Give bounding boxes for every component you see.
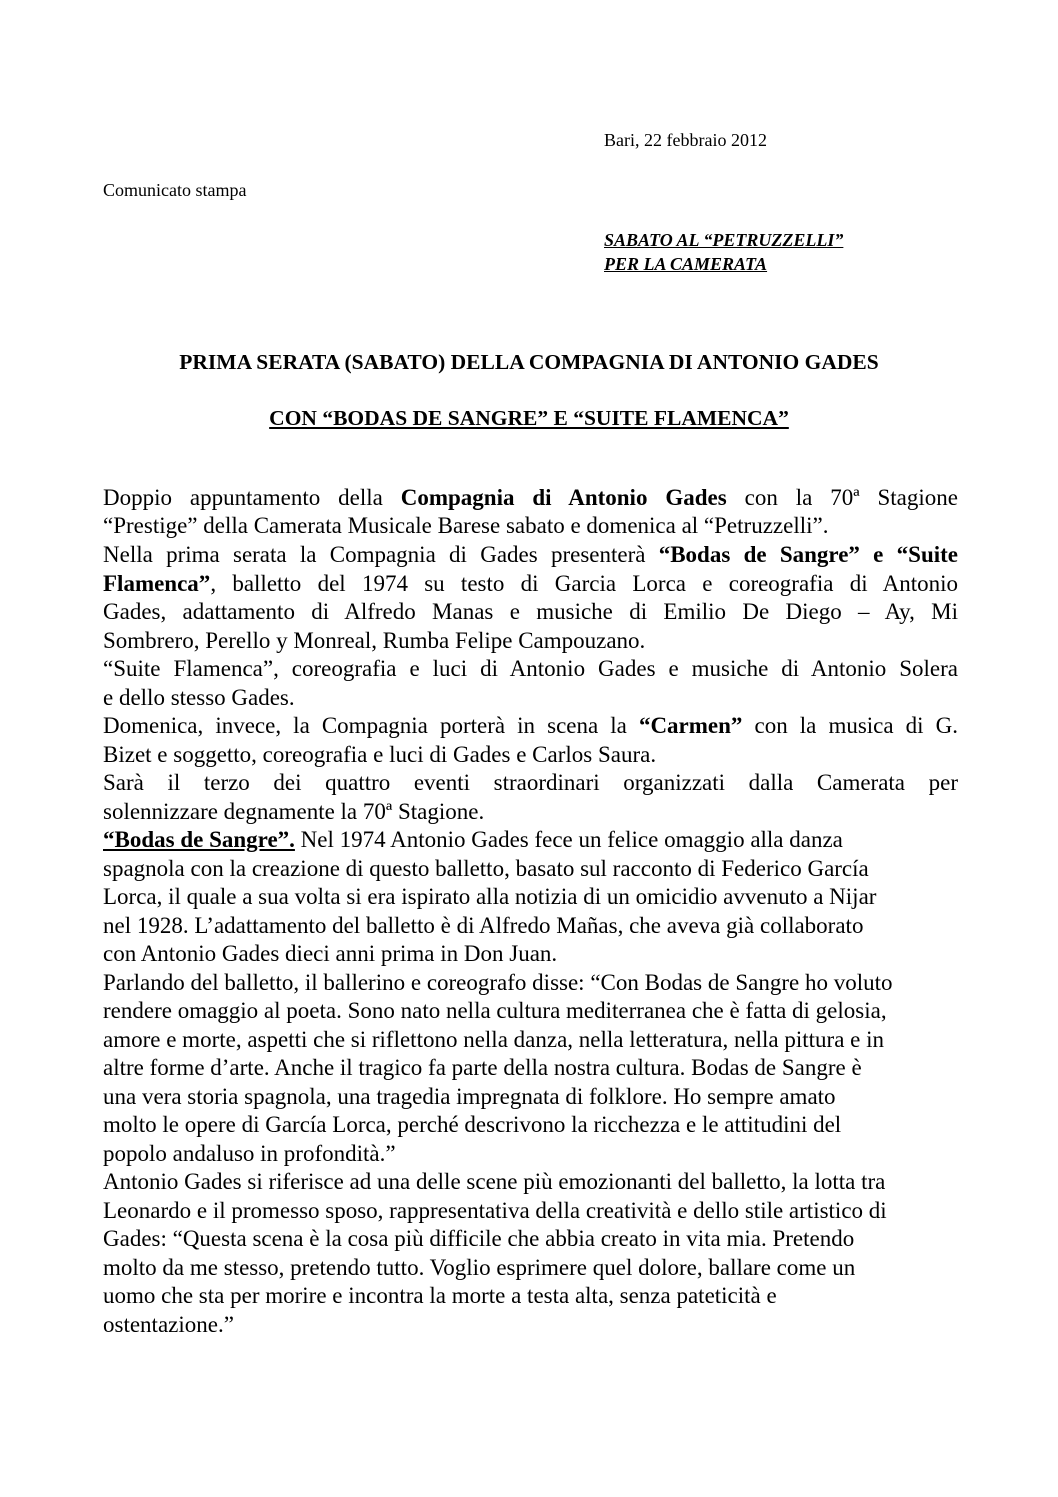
- body-line: Leonardo e il promesso sposo, rappresentativa della creatività e dello stile artistico di: [103, 1198, 887, 1223]
- body-line: uomo che sta per morire e incontra la morte a testa alta, senza pateticità e: [103, 1283, 777, 1308]
- body-line: molto le opere di García Lorca, perché descrivono la ricchezza e le attitudini del: [103, 1112, 842, 1137]
- body-line: popolo andaluso in profondità.”: [103, 1141, 396, 1166]
- body-line: Antonio Gades si riferisce ad una delle scene più emozionanti del balletto, la lotta tra: [103, 1169, 886, 1194]
- body-line: [103, 826, 958, 855]
- subtitle-line-2: PER LA CAMERATA: [604, 254, 768, 274]
- body-line: Parlando del balletto, il ballerino e coreografo disse: “Con Bodas de Sangre ho voluto: [103, 970, 893, 995]
- text-run: Doppio appuntamento della: [103, 485, 401, 510]
- body-line: [103, 484, 958, 513]
- text-run-bold: “Carmen”: [638, 713, 743, 738]
- body-line: Gades, adattamento di Alfredo Manas e musiche di Emilio De Diego – Ay, Mi: [103, 599, 958, 624]
- text-run-bold: Flamenca”: [103, 571, 211, 596]
- body-line: [103, 570, 958, 599]
- body-line: Sarà il terzo dei quattro eventi straordinari organizzati dalla Camerata per: [103, 770, 958, 795]
- body-line: molto da me stesso, pretendo tutto. Voglio esprimere quel dolore, ballare come un: [103, 1255, 856, 1280]
- text-run: , balletto del 1974 su testo di Garcia Lorca e coreografia di Antonio: [210, 571, 958, 596]
- body-line: solennizzare degnamente la 70ª Stagione.: [103, 799, 485, 824]
- body-line: spagnola con la creazione di questo balletto, basato sul racconto di Federico García: [103, 856, 869, 881]
- press-release-label: Comunicato stampa: [103, 180, 247, 200]
- body-line: “Prestige” della Camerata Musicale Barese sabato e domenica al “Petruzzelli”.: [103, 513, 829, 538]
- body-line: [103, 712, 958, 741]
- main-title: PRIMA SERATA (SABATO) DELLA COMPAGNIA DI ANTONIO GADES: [179, 350, 879, 374]
- body-line: rendere omaggio al poeta. Sono nato nella cultura mediterranea che è fatta di gelosia,: [103, 998, 887, 1023]
- body-line: e dello stesso Gades.: [103, 685, 295, 710]
- body-line: “Suite Flamenca”, coreografia e luci di Antonio Gades e musiche di Antonio Solera: [103, 656, 958, 681]
- text-run-bold: Compagnia di Antonio Gades: [400, 485, 727, 510]
- body-line: nel 1928. L’adattamento del balletto è di Alfredo Mañas, che aveva già collaborato: [103, 913, 864, 938]
- text-run: Nella prima serata la Compagnia di Gades presenterà: [103, 542, 659, 567]
- body-line: Bizet e soggetto, coreografia e luci di Gades e Carlos Saura.: [103, 742, 657, 767]
- body-line: Sombrero, Perello y Monreal, Rumba Felipe Campouzano.: [103, 628, 646, 653]
- body-line: ostentazione.”: [103, 1312, 234, 1337]
- body-line: altre forme d’arte. Anche il tragico fa parte della nostra cultura. Bodas de Sangre è: [103, 1055, 862, 1080]
- text-run: con la musica di G.: [742, 713, 958, 738]
- date-line: Bari, 22 febbraio 2012: [604, 130, 767, 150]
- body-line: Gades: “Questa scena è la cosa più difficile che abbia creato in vita mia. Pretendo: [103, 1226, 855, 1251]
- body-line: una vera storia spagnola, una tragedia impregnata di folklore. Ho sempre amato: [103, 1084, 836, 1109]
- text-run: con la 70ª Stagione: [726, 485, 958, 510]
- text-run: Nel 1974 Antonio Gades fece un felice omaggio alla danza: [294, 827, 843, 852]
- main-subtitle: CON “BODAS DE SANGRE” E “SUITE FLAMENCA”: [269, 406, 789, 430]
- body-line: con Antonio Gades dieci anni prima in Don Juan.: [103, 941, 558, 966]
- text-run-bold-underline: “Bodas de Sangre”.: [103, 827, 295, 852]
- body-line: amore e morte, aspetti che si riflettono nella danza, nella letteratura, nella pittura e in: [103, 1027, 885, 1052]
- body-line: Lorca, il quale a sua volta si era ispirato alla notizia di un omicidio avvenuto a Nijar: [103, 884, 877, 909]
- text-run-bold: “Bodas de Sangre” e “Suite: [658, 542, 959, 567]
- body-line: [103, 541, 958, 570]
- text-run: Domenica, invece, la Compagnia porterà in scena la: [103, 713, 639, 738]
- subtitle-line-1: SABATO AL “PETRUZZELLI”: [604, 230, 844, 250]
